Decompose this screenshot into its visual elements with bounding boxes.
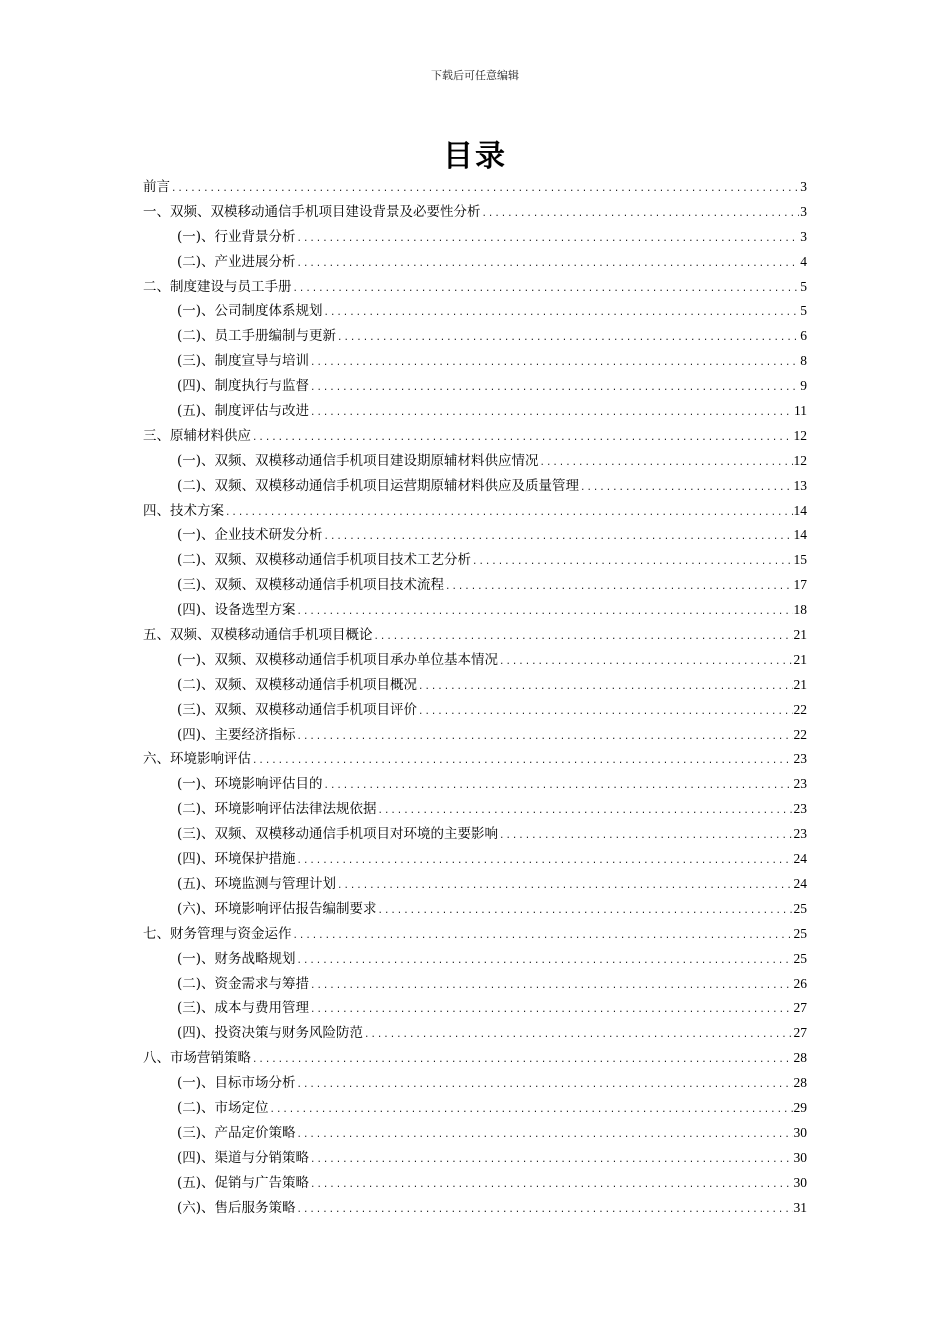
toc-entry-title: (一)、行业背景分析 bbox=[177, 228, 296, 245]
toc-entry-title: (二)、双频、双模移动通信手机项目概况 bbox=[177, 676, 418, 693]
toc-page-number: 30 bbox=[793, 1174, 807, 1190]
toc-entry-title: (一)、财务战略规划 bbox=[177, 950, 296, 967]
toc-section-entry[interactable] bbox=[143, 1196, 807, 1221]
toc-page-number: 23 bbox=[793, 776, 807, 792]
toc-chapter-entry[interactable] bbox=[143, 499, 807, 524]
toc-leader-dots bbox=[310, 408, 793, 418]
toc-leader-dots bbox=[378, 906, 793, 916]
toc-entry-title: (五)、环境监测与管理计划 bbox=[177, 875, 337, 892]
toc-leader-dots bbox=[445, 582, 792, 592]
toc-leader-dots bbox=[337, 881, 792, 891]
toc-leader-dots bbox=[293, 284, 800, 294]
toc-page-number: 21 bbox=[793, 651, 807, 667]
toc-page-number: 5 bbox=[800, 303, 807, 319]
toc-entry-title: (三)、双频、双模移动通信手机项目对环境的主要影响 bbox=[177, 826, 499, 843]
toc-entry-title: (四)、制度执行与监督 bbox=[177, 378, 310, 395]
toc-page-number: 12 bbox=[793, 452, 807, 468]
toc-section-entry[interactable] bbox=[143, 972, 807, 997]
toc-page-number: 27 bbox=[793, 1000, 807, 1016]
toc-leader-dots bbox=[297, 607, 793, 617]
toc-leader-dots bbox=[374, 632, 793, 642]
toc-entry-title: 前言 bbox=[143, 179, 170, 195]
toc-leader-dots bbox=[418, 707, 792, 717]
toc-section-entry[interactable] bbox=[143, 573, 807, 598]
toc-leader-dots bbox=[310, 1005, 792, 1015]
toc-page-number: 21 bbox=[793, 676, 807, 692]
toc-page-number: 28 bbox=[793, 1050, 807, 1066]
toc-leader-dots bbox=[418, 682, 792, 692]
toc-entry-title: (一)、双频、双模移动通信手机项目承办单位基本情况 bbox=[177, 651, 499, 668]
toc-leader-dots bbox=[297, 1130, 793, 1140]
toc-entry-title: (一)、双频、双模移动通信手机项目建设期原辅材料供应情况 bbox=[177, 452, 539, 469]
toc-page-number: 25 bbox=[793, 925, 807, 941]
toc-page-number: 6 bbox=[800, 328, 807, 344]
toc-page-number: 23 bbox=[793, 826, 807, 842]
toc-leader-dots bbox=[297, 1080, 793, 1090]
toc-section-entry[interactable] bbox=[143, 324, 807, 349]
toc-leader-dots bbox=[297, 234, 800, 244]
toc-entry-title: (二)、双频、双模移动通信手机项目技术工艺分析 bbox=[177, 552, 472, 569]
toc-leader-dots bbox=[293, 931, 793, 941]
toc-section-entry[interactable] bbox=[143, 822, 807, 847]
toc-title: 目录 bbox=[443, 139, 507, 174]
toc-entry-title: (二)、市场定位 bbox=[177, 1099, 269, 1116]
toc-leader-dots bbox=[324, 781, 793, 791]
toc-entry-title: (一)、环境影响评估目的 bbox=[177, 776, 323, 793]
toc-section-entry[interactable] bbox=[143, 299, 807, 324]
toc-leader-dots bbox=[297, 1205, 793, 1215]
toc-entry-title: 八、市场营销策略 bbox=[143, 1050, 251, 1067]
toc-leader-dots bbox=[252, 756, 793, 766]
toc-leader-dots bbox=[171, 184, 799, 194]
toc-page-number: 3 bbox=[800, 228, 807, 244]
toc-page-number: 22 bbox=[793, 701, 807, 717]
toc-leader-dots bbox=[225, 508, 793, 518]
toc-section-entry[interactable] bbox=[143, 474, 807, 499]
toc-entry-title: (二)、环境影响评估法律法规依据 bbox=[177, 801, 377, 818]
toc-page-number: 14 bbox=[793, 502, 807, 518]
toc-section-entry[interactable] bbox=[143, 250, 807, 275]
page-header: 下载后可任意编辑 bbox=[431, 69, 519, 82]
toc-entry-title: (四)、主要经济指标 bbox=[177, 726, 296, 743]
toc-entry-title: 四、技术方案 bbox=[143, 502, 224, 519]
toc-leader-dots bbox=[472, 557, 792, 567]
toc-leader-dots bbox=[270, 1105, 793, 1115]
toc-entry-title: (三)、成本与费用管理 bbox=[177, 1000, 310, 1017]
toc-entry-title: (一)、目标市场分析 bbox=[177, 1075, 296, 1092]
toc-page-number: 31 bbox=[793, 1199, 807, 1215]
toc-page-number: 18 bbox=[793, 602, 807, 618]
toc-section-entry[interactable] bbox=[143, 996, 807, 1021]
toc-page-number: 23 bbox=[793, 751, 807, 767]
toc-entry-title: (四)、设备选型方案 bbox=[177, 602, 296, 619]
toc-leader-dots bbox=[252, 433, 793, 443]
toc-leader-dots bbox=[337, 333, 799, 343]
toc-chapter-entry[interactable] bbox=[143, 200, 807, 225]
toc-chapter-entry[interactable] bbox=[143, 424, 807, 449]
toc-entry-title: 七、财务管理与资金运作 bbox=[143, 925, 292, 942]
toc-entry-title: (四)、渠道与分销策略 bbox=[177, 1149, 310, 1166]
toc-page-number: 28 bbox=[793, 1075, 807, 1091]
toc-section-entry[interactable] bbox=[143, 225, 807, 250]
toc-section-entry[interactable] bbox=[143, 797, 807, 822]
toc-page-number: 5 bbox=[800, 278, 807, 294]
toc-page-number: 30 bbox=[793, 1149, 807, 1165]
toc-section-entry[interactable] bbox=[143, 1096, 807, 1121]
toc-entry-title: (六)、环境影响评估报告编制要求 bbox=[177, 900, 377, 917]
toc-section-entry[interactable] bbox=[143, 523, 807, 548]
toc-section-entry[interactable] bbox=[143, 698, 807, 723]
toc-section-entry[interactable] bbox=[143, 1146, 807, 1171]
toc-entry-title: 六、环境影响评估 bbox=[143, 751, 251, 768]
toc-page-number: 24 bbox=[793, 851, 807, 867]
toc-entry-title: (一)、公司制度体系规划 bbox=[177, 303, 323, 320]
toc-section-entry[interactable] bbox=[143, 673, 807, 698]
toc-section-entry[interactable] bbox=[143, 1121, 807, 1146]
toc-page-number: 29 bbox=[793, 1099, 807, 1115]
toc-leader-dots bbox=[324, 532, 793, 542]
toc-section-entry[interactable] bbox=[143, 548, 807, 573]
toc-section-entry[interactable] bbox=[143, 1171, 807, 1196]
toc-leader-dots bbox=[499, 657, 792, 667]
toc-leader-dots bbox=[310, 383, 799, 393]
toc-section-entry[interactable] bbox=[143, 772, 807, 797]
toc-page-number: 13 bbox=[793, 477, 807, 493]
toc-entry-title: (六)、售后服务策略 bbox=[177, 1199, 296, 1216]
toc-chapter-entry[interactable] bbox=[143, 623, 807, 648]
toc-leader-dots bbox=[297, 259, 800, 269]
toc-section-entry[interactable] bbox=[143, 1021, 807, 1046]
toc-entry-title: (二)、员工手册编制与更新 bbox=[177, 328, 337, 345]
toc-page-number: 14 bbox=[793, 527, 807, 543]
toc-entry-title: (二)、双频、双模移动通信手机项目运营期原辅材料供应及质量管理 bbox=[177, 477, 580, 494]
toc-entry-title: (三)、双频、双模移动通信手机项目评价 bbox=[177, 701, 418, 718]
toc-leader-dots bbox=[580, 483, 792, 493]
toc-entry-title: (三)、制度宣导与培训 bbox=[177, 353, 310, 370]
toc-section-entry[interactable] bbox=[143, 449, 807, 474]
toc-entry-title: 三、原辅材料供应 bbox=[143, 427, 251, 444]
toc-section-entry[interactable] bbox=[143, 897, 807, 922]
toc-leader-dots bbox=[297, 856, 793, 866]
toc-leader-dots bbox=[297, 956, 793, 966]
toc-section-entry[interactable] bbox=[143, 399, 807, 424]
toc-page-number: 24 bbox=[793, 875, 807, 891]
toc-leader-dots bbox=[310, 358, 799, 368]
toc-leader-dots bbox=[540, 458, 793, 468]
toc-section-entry[interactable] bbox=[143, 847, 807, 872]
toc-entry-title: (四)、投资决策与财务风险防范 bbox=[177, 1025, 364, 1042]
toc-entry-title: (二)、资金需求与筹措 bbox=[177, 975, 310, 992]
toc-page-number: 22 bbox=[793, 726, 807, 742]
toc-leader-dots bbox=[499, 831, 792, 841]
toc-leader-dots bbox=[378, 806, 793, 816]
toc-page-number: 27 bbox=[793, 1025, 807, 1041]
toc-chapter-entry[interactable] bbox=[143, 747, 807, 772]
toc-page-number: 15 bbox=[793, 552, 807, 568]
toc-section-entry[interactable] bbox=[143, 648, 807, 673]
toc-section-entry[interactable] bbox=[143, 872, 807, 897]
toc-page-number: 3 bbox=[800, 179, 807, 194]
toc-leader-dots bbox=[310, 981, 792, 991]
toc-leader-dots bbox=[364, 1030, 792, 1040]
toc-page-number: 23 bbox=[793, 801, 807, 817]
toc-entry-title: (一)、企业技术研发分析 bbox=[177, 527, 323, 544]
toc-entry-title: (二)、产业进展分析 bbox=[177, 253, 296, 270]
toc-page-number: 11 bbox=[794, 403, 807, 419]
toc-entry-title: 一、双频、双模移动通信手机项目建设背景及必要性分析 bbox=[143, 203, 481, 220]
toc-section-entry[interactable] bbox=[143, 723, 807, 748]
toc-leader-dots bbox=[310, 1180, 792, 1190]
toc-page-number: 3 bbox=[800, 203, 807, 219]
toc-section-entry[interactable] bbox=[143, 374, 807, 399]
toc-entry-title: 二、制度建设与员工手册 bbox=[143, 278, 292, 295]
toc-chapter-entry[interactable] bbox=[143, 175, 807, 200]
toc-entry-title: 五、双频、双模移动通信手机项目概论 bbox=[143, 627, 373, 644]
toc-page-number: 9 bbox=[800, 378, 807, 394]
toc-entry-title: (四)、环境保护措施 bbox=[177, 851, 296, 868]
toc-page-number: 21 bbox=[793, 627, 807, 643]
toc-entry-title: (三)、产品定价策略 bbox=[177, 1124, 296, 1141]
toc-chapter-entry[interactable] bbox=[143, 1046, 807, 1071]
toc-section-entry[interactable] bbox=[143, 349, 807, 374]
toc-page-number: 30 bbox=[793, 1124, 807, 1140]
toc-entry-title: (五)、制度评估与改进 bbox=[177, 403, 310, 420]
toc-entry-title: (三)、双频、双模移动通信手机项目技术流程 bbox=[177, 577, 445, 594]
toc-page-number: 12 bbox=[793, 427, 807, 443]
toc-page-number: 25 bbox=[793, 950, 807, 966]
toc-section-entry[interactable] bbox=[143, 947, 807, 972]
toc-chapter-entry[interactable] bbox=[143, 922, 807, 947]
toc-page-number: 17 bbox=[793, 577, 807, 593]
toc-page-number: 8 bbox=[800, 353, 807, 369]
table-of-contents bbox=[143, 175, 807, 1220]
toc-leader-dots bbox=[297, 732, 793, 742]
toc-section-entry[interactable] bbox=[143, 598, 807, 623]
toc-leader-dots bbox=[482, 209, 800, 219]
toc-chapter-entry[interactable] bbox=[143, 275, 807, 300]
toc-page-number: 25 bbox=[793, 900, 807, 916]
toc-page-number: 4 bbox=[800, 253, 807, 269]
toc-page-number: 26 bbox=[793, 975, 807, 991]
toc-leader-dots bbox=[252, 1055, 793, 1065]
toc-leader-dots bbox=[324, 308, 800, 318]
toc-entry-title: (五)、促销与广告策略 bbox=[177, 1174, 310, 1191]
toc-leader-dots bbox=[310, 1155, 792, 1165]
toc-section-entry[interactable] bbox=[143, 1071, 807, 1096]
